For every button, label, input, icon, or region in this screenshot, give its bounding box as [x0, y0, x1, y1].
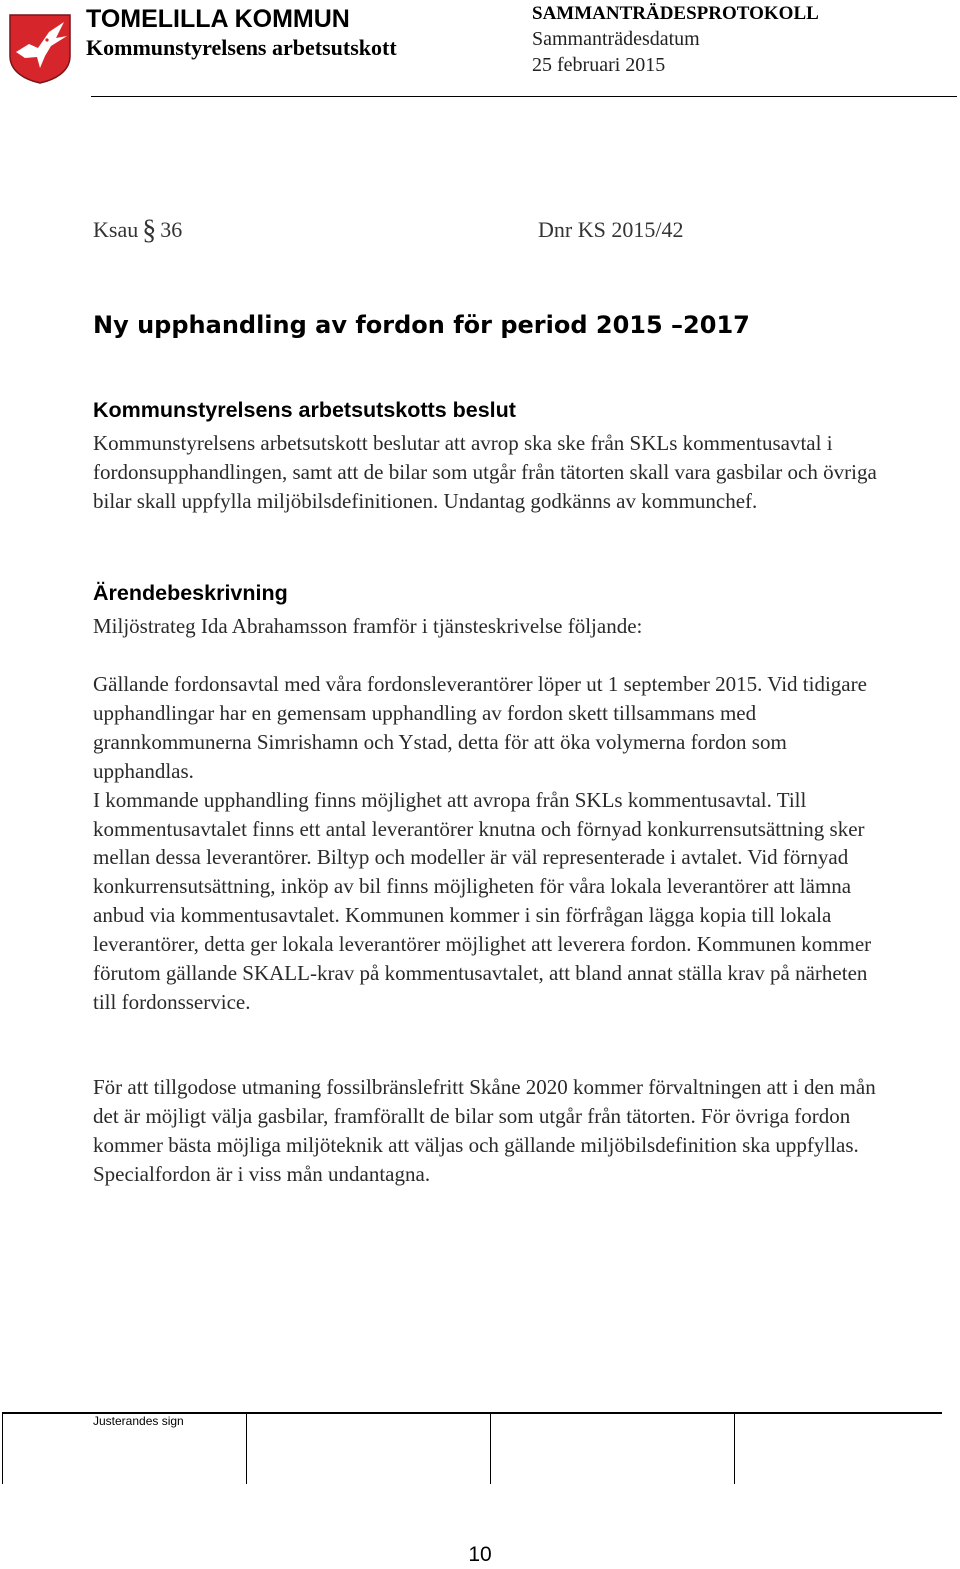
page-number: 10 [468, 1543, 492, 1566]
document-type: SAMMANTRÄDESPROTOKOLL [532, 3, 819, 24]
description-paragraph-1a: Gällande fordonsavtal med våra fordonsleverantörer löper ut 1 september 2015. Vid tidigare upphandlingar har en gemensam upphandling av fordon skett tillsammans med grannkommunerna Simrishamn och Ystad, detta för att öka volymerna fordon som upphandlas. [93, 672, 867, 783]
description-paragraph-1b: I kommande upphandling finns möjlighet att avropa från SKLs kommentusavtal. Till kommentusavtalet finns ett antal leverantörer knutna och förnyad konkurrensutsättning sker mellan dessa leverantörer. Biltyp och modeller är väl representerade i avtalet. Vid förnyad konkurrensutsättning, inköp av bil finns möjligheten för våra lokala leverantörer att lämna anbud via kommentusavtalet. Kommunen kommer i sin förfrågan lägga kopia till lokala leverantörer, detta ger lokala leverantörer möjlighet att leverera fordon. Kommunen kommer förutom gällande SKALL-krav på kommentusavtalet, att bland annat ställa krav på närheten till fordonsservice. [93, 787, 872, 1014]
meeting-date: 25 februari 2015 [532, 54, 666, 76]
coat-of-arms-icon [9, 14, 71, 84]
description-intro: Miljöstrateg Ida Abrahamsson framför i tjänsteskrivelse följande: [93, 614, 643, 638]
description-heading: Ärendebeskrivning [93, 581, 288, 605]
signature-cell [490, 1414, 491, 1484]
header-divider [91, 96, 957, 97]
signature-cell [246, 1414, 247, 1484]
description-paragraph-2 [93, 1073, 883, 1189]
section-sign: § [142, 215, 157, 246]
diary-number: Dnr KS 2015/42 [538, 217, 684, 242]
organization-unit: Kommunstyrelsens arbetsutskott [86, 35, 397, 60]
case-number: 36 [160, 217, 183, 242]
organization-name: TOMELILLA KOMMUN [86, 5, 350, 33]
signature-label: Justerandes sign [93, 1414, 184, 1428]
description-paragraph-2-text: För att tillgodose utmaning fossilbränslefritt Skåne 2020 kommer förvaltningen att i den mån det är möjligt välja gasbilar, framförallt de bilar som utgår från tätorten. För övriga fordon kommer bästa möjliga miljöteknik att väljas och gällande miljöbilsdefinition ska uppfyllas. Specialfordon är i viss mån undantagna. [93, 1075, 876, 1186]
case-prefix: Ksau [93, 217, 139, 242]
meeting-date-label: Sammanträdesdatum [532, 28, 700, 50]
signature-cell [2, 1414, 3, 1484]
signature-cell [734, 1414, 735, 1484]
decision-text [93, 429, 883, 516]
case-section-reference [93, 216, 182, 245]
decision-paragraph: Kommunstyrelsens arbetsutskott beslutar att avrop ska ske från SKLs kommentusavtal i fordonsupphandlingen, samt att de bilar som utgår från tätorten skall vara gasbilar och övriga bilar skall uppfylla miljöbilsdefinitionen. Undantag godkänns av kommunchef. [93, 431, 877, 513]
description-paragraph-1 [93, 670, 883, 1017]
municipality-logo [9, 14, 71, 84]
page-title: Ny upphandling av fordon för period 2015 –2017 [93, 311, 750, 339]
decision-heading: Kommunstyrelsens arbetsutskotts beslut [93, 398, 516, 422]
